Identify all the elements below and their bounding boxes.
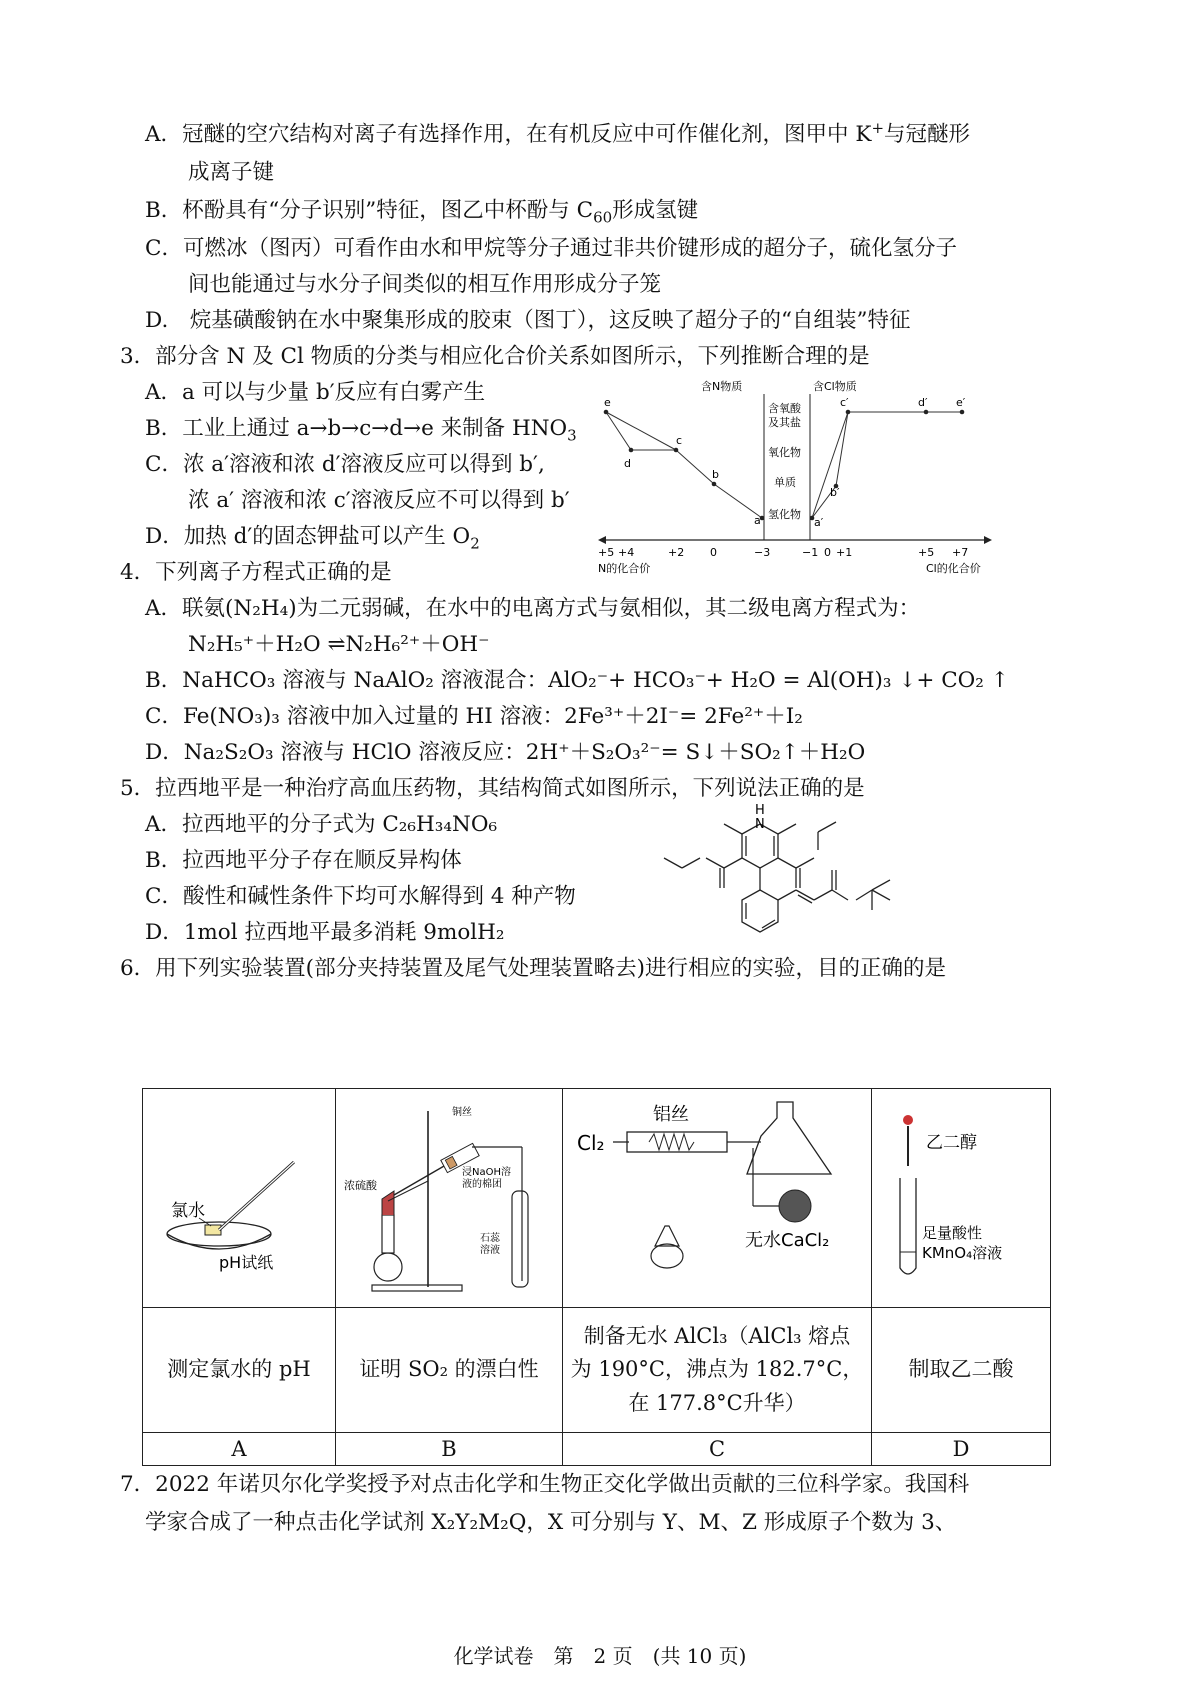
q2-option-c-line1: C．可燃冰（图丙）可看作由水和甲烷等分子通过非共价键形成的超分子，硫化氢分子	[145, 236, 957, 261]
label-copper-wire: 铜丝	[452, 1106, 472, 1118]
label-litmus-2: 溶液	[480, 1244, 500, 1256]
q6-stem: 6．用下列实验装置(部分夹持装置及尾气处理装置略去)进行相应的实验，目的正确的是	[120, 956, 946, 981]
label-litmus-1: 石蕊	[480, 1232, 500, 1244]
cl-tick: +7	[952, 546, 969, 559]
caption-c: 制备无水 AlCl₃（AlCl₃ 熔点 为 190°C，沸点为 182.7°C， 在 177.8°C升华）	[563, 1308, 872, 1433]
cl-tick: −1	[802, 546, 819, 559]
cl-axis-label: Cl的化合价	[926, 562, 981, 575]
q4-option-a-line1: A．联氨(N₂H₄)为二元弱碱，在水中的电离方式与氨相似，其二级电离方程式为：	[145, 596, 921, 621]
cat-element: 单质	[774, 476, 796, 489]
q3-option-b: B．工业上通过 a→b→c→d→e 来制备 $HNO_3$	[145, 416, 577, 445]
n-tick: +5	[598, 546, 615, 559]
cl-tick: +1	[836, 546, 853, 559]
q4-option-c: C．Fe(NO₃)₃ 溶液中加入过量的 HI 溶液：2Fe³⁺＋2I⁻= 2Fe²⁺＋I₂	[145, 704, 803, 729]
q3-option-d: D．加热 d′的固态钾盐可以产生 $O_2$	[145, 524, 480, 553]
cl-tick: 0	[824, 546, 831, 559]
point-e-prime: e′	[956, 396, 966, 409]
point-d-prime: d′	[918, 396, 928, 409]
q7-line1: 7．2022 年诺贝尔化学奖授予对点击化学和生物正交化学做出贡献的三位科学家。我国科	[120, 1472, 970, 1497]
apparatus-d-cell	[872, 1089, 1051, 1308]
q5-stem: 5．拉西地平是一种治疗高血压药物，其结构简式如图所示，下列说法正确的是	[120, 776, 865, 801]
cat-acid-1: 含氧酸	[768, 402, 801, 415]
point-e: e	[604, 396, 611, 409]
q3-stem: 3．部分含 N 及 Cl 物质的分类与相应化合价关系如图所示，下列推断合理的是	[120, 344, 870, 369]
struct-n: N	[755, 817, 765, 832]
option-label-a: A	[143, 1433, 336, 1466]
label-ethylene-glycol: 乙二醇	[926, 1132, 977, 1153]
page-footer: 化学试卷 第 2 页 (共 10 页)	[453, 1644, 747, 1668]
option-label-b: B	[336, 1433, 563, 1466]
q2-option-c-line2: 间也能通过与水分子间类似的相互作用形成分子笼	[188, 272, 662, 297]
apparatus-a-cell	[143, 1089, 336, 1308]
apparatus-b-cell	[336, 1089, 563, 1308]
n-tick: +2	[668, 546, 685, 559]
valence-class-diagram	[596, 372, 996, 580]
lacidipine-structure	[650, 800, 980, 960]
point-a: a	[754, 514, 761, 527]
struct-h: H	[755, 803, 765, 818]
n-tick: −3	[754, 546, 771, 559]
label-al-wire: 铝丝	[653, 1103, 689, 1125]
caption-d: 制取乙二酸	[872, 1308, 1051, 1433]
q5-option-b: B．拉西地平分子存在顺反异构体	[145, 848, 462, 873]
label-kmno4-1: 足量酸性	[922, 1223, 983, 1242]
apparatus-c	[569, 1096, 865, 1296]
apparatus-d	[878, 1096, 1044, 1296]
point-c: c	[676, 434, 683, 447]
q4-option-d: D．Na₂S₂O₃ 溶液与 HClO 溶液反应：2H⁺＋S₂O₃²⁻= S↓＋SO₂↑＋H₂O	[145, 740, 866, 765]
q5-option-c: C．酸性和碱性条件下均可水解得到 4 种产物	[145, 884, 576, 909]
cat-hydride: 氢化物	[768, 508, 801, 521]
option-label-c: C	[563, 1433, 872, 1466]
apparatus-b	[342, 1091, 556, 1301]
apparatus-c-cell	[563, 1089, 872, 1308]
label-naoh-cotton-2: 液的棉团	[462, 1178, 502, 1190]
q2-option-a-line1: A．冠醚的空穴结构对离子有选择作用，在有机反应中可作催化剂，图甲中 K+与冠醚形	[145, 118, 971, 147]
q3-option-a: A．a 可以与少量 b′反应有白雾产生	[145, 380, 486, 405]
sup: +	[871, 118, 885, 137]
q4-option-b: B．NaHCO₃ 溶液与 NaAlO₂ 溶液混合：AlO₂⁻+ HCO₃⁻+ H₂O = Al(OH)₃ ↓+ CO₂ ↑	[145, 668, 1009, 693]
label-kmno4-2: KMnO₄溶液	[922, 1243, 1003, 1262]
label-anhydrous-cacl2: 无水CaCl₂	[745, 1229, 830, 1251]
q7-line2: 学家合成了一种点击化学试剂 X₂Y₂M₂Q，X 可分别与 Y、M、Z 形成原子个数为 3、	[145, 1510, 957, 1535]
point-b: b	[712, 468, 719, 481]
q2-option-d: D. 烷基磺酸钠在水中聚集形成的胶束（图丁），这反映了超分子的“自组装”特征	[145, 308, 911, 333]
q3-option-c-line2: 浓 a′ 溶液和浓 c′溶液反应不可以得到 b′	[188, 488, 570, 513]
label-cl2: Cl₂	[577, 1130, 605, 1155]
n-axis-label: N的化合价	[598, 562, 651, 575]
q5-option-d: D．1mol 拉西地平最多消耗 9molH₂	[145, 920, 505, 945]
option-label-d: D	[872, 1433, 1051, 1466]
q2-option-b: B．杯酚具有“分子识别”特征，图乙中杯酚与 $C_{60}$形成氢键	[145, 198, 699, 227]
experiment-table	[142, 1088, 1051, 1466]
point-b-prime: b′	[830, 486, 840, 499]
label-ph-paper: pH试纸	[219, 1252, 274, 1272]
q5-option-a: A．拉西地平的分子式为 C₂₆H₃₄NO₆	[145, 812, 498, 837]
point-c-prime: c′	[840, 396, 849, 409]
point-a-prime: a′	[814, 516, 824, 529]
label-chlorine-water: 氯水	[171, 1200, 205, 1221]
n-header: 含N物质	[701, 380, 743, 393]
apparatus-a	[149, 1096, 329, 1296]
label-naoh-cotton-1: 浸NaOH溶	[462, 1166, 511, 1178]
q4-option-a-line2: N₂H₅⁺＋H₂O ⇌N₂H₆²⁺＋OH⁻	[188, 632, 490, 657]
cat-oxide: 氧化物	[768, 446, 801, 459]
q3-option-c-line1: C．浓 a′溶液和浓 d′溶液反应可以得到 b′,	[145, 452, 545, 477]
cl-tick: +5	[918, 546, 935, 559]
q2-option-a-line2: 成离子键	[188, 160, 275, 185]
n-tick: +4	[618, 546, 635, 559]
label-conc-h2so4: 浓硫酸	[344, 1178, 377, 1192]
q4-stem: 4．下列离子方程式正确的是	[120, 560, 392, 585]
cl-header: 含Cl物质	[813, 380, 857, 393]
caption-a: 测定氯水的 pH	[143, 1308, 336, 1433]
cat-acid-2: 及其盐	[768, 416, 801, 429]
point-d: d	[624, 457, 631, 470]
caption-b: 证明 SO₂ 的漂白性	[336, 1308, 563, 1433]
n-tick: 0	[710, 546, 717, 559]
